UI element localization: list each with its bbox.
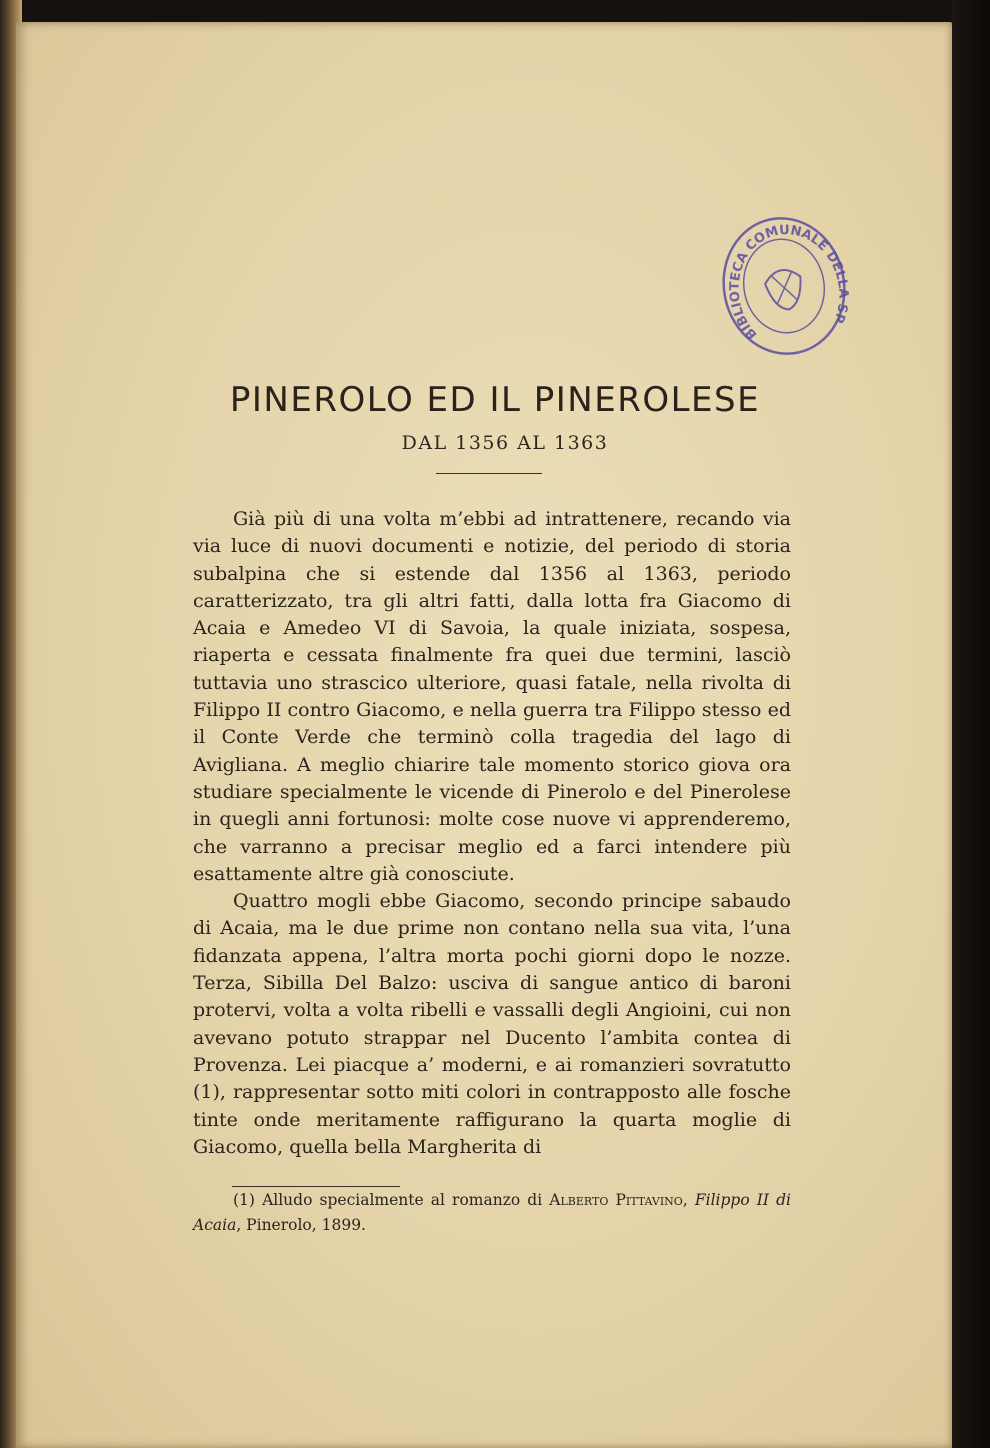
footnote-separator: ,: [682, 1191, 688, 1209]
page-title: PINEROLO ED IL PINEROLESE: [229, 380, 761, 420]
footnote-marker: (1): [233, 1191, 255, 1209]
footnote-divider: [232, 1186, 400, 1187]
page-subtitle: DAL 1356 AL 1363: [401, 432, 609, 454]
title-divider: [436, 473, 542, 474]
stamp-text: BIBLIOTECA COMUNALE DELLA SPEZIA: [727, 222, 850, 342]
footnote-work: Filippo II di Acaia: [193, 1191, 791, 1234]
footnote-text-after: , Pinerolo, 1899.: [236, 1216, 366, 1234]
body-text: [193, 506, 791, 1161]
paragraph-2: Quattro mogli ebbe Giacomo, secondo principe sabaudo di Acaia, ma le due prime non contano nella sua vita, l’una fidanzata appena, l’altra morta pochi giorni dopo le nozze. Terza, Sibilla Del Balzo: usciva di sangue antico di baroni protervi, volta a volta ribelli e vassalli degli Angioini, cui non avevano potuto strappar nel Ducento l’ambita contea di Provenza. Lei piacque a’ moderni, e ai romanzieri sovratutto (1), rappresentar sotto miti colori in contrapposto alle fosche tinte onde meritamente raffigurano la quarta moglie di Giacomo, quella bella Margherita di: [193, 890, 791, 1158]
footnote-author: Alberto Pittavino: [549, 1191, 683, 1209]
paragraph-1: Già più di una volta m’ebbi ad intrattenere, recando via via luce di nuovi documenti e notizie, del periodo di storia subalpina che si estende dal 1356 al 1363, periodo caratterizzato, tra gli altri fatti, dalla lotta fra Giacomo di Acaia e Amedeo VI di Savoia, la quale iniziata, sospesa, riaperta e cessata finalmente fra quei due termini, lasciò tuttavia uno strascico ulteriore, quasi fatale, nella rivolta di Filippo II contro Giacomo, e nella guerra tra Filippo stesso ed il Conte Verde che terminò colla tragedia del lago di Avigliana. A meglio chiarire tale momento storico giova ora studiare specialmente le vicende di Pinerolo e del Pinerolese in quegli anni fortunosi: molte cose nuove vi apprenderemo, che varranno a precisar meglio ed a farci intendere più esattamente altre già conosciute.: [193, 508, 791, 885]
footnote: [193, 1188, 791, 1238]
footnote-text-before: Alludo specialmente al romanzo di: [262, 1191, 543, 1209]
library-stamp: [718, 210, 850, 362]
page-edge-shadow: [952, 0, 990, 1448]
